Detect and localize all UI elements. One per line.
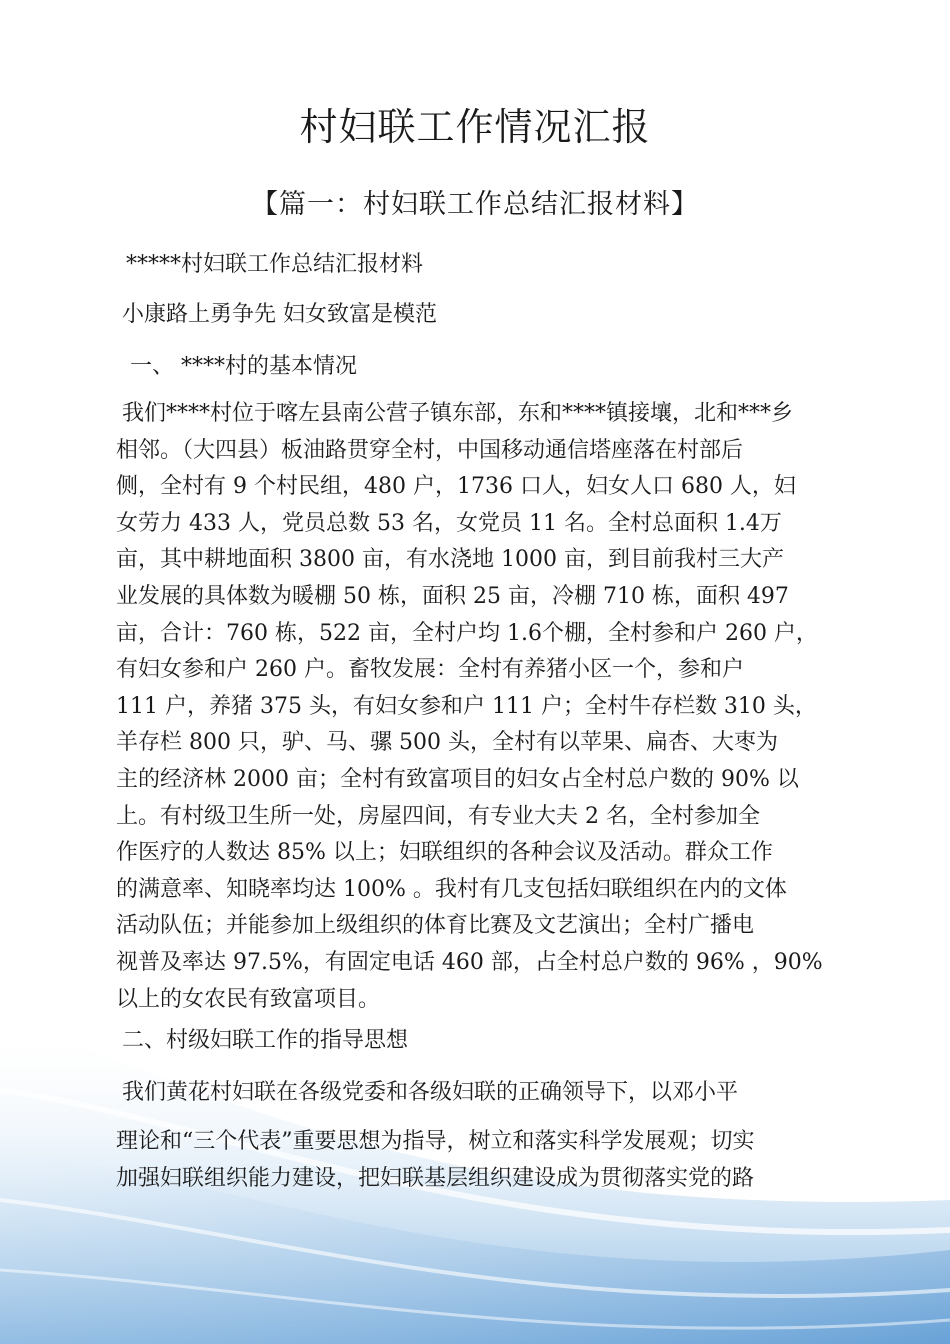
- section1-heading: 一、 ****村的基本情况: [130, 354, 357, 379]
- paragraph-line: 理论和“三个代表”重要思想为指导，树立和落实科学发展观；切实: [116, 1129, 755, 1154]
- paragraph-line: 111 户，养猪 375 头，有妇女参和户 111 户；全村牛存栏数 310 头，: [116, 693, 817, 719]
- document-subtitle: 【篇一：村妇联工作总结汇报材料】: [251, 189, 699, 220]
- slogan: 小康路上勇争先 妇女致富是模范: [122, 302, 437, 327]
- paragraph-line: 亩，合计：760 栋，522 亩，全村户均 1.6个棚，全村参和户 260 户，: [116, 620, 818, 646]
- paragraph-line: 我们****村位于喀左县南公营子镇东部，东和****镇接壤，北和***乡: [122, 401, 794, 426]
- section2-heading: 二、村级妇联工作的指导思想: [122, 1028, 409, 1053]
- paragraph-line: 相邻。（大四县）板油路贯穿全村，中国移动通信塔座落在村部后: [116, 437, 744, 463]
- paragraph-line: 作医疗的人数达 85% 以上；妇联组织的各种会议及活动。群众工作: [116, 840, 773, 866]
- paragraph-line: 亩，其中耕地面积 3800 亩，有水浇地 1000 亩，到目前我村三大产: [116, 547, 784, 573]
- section2-paragraph: [116, 1124, 856, 1197]
- paragraph-line: 视普及率达 97.5%，有固定电话 460 部，占全村总户数的 96% ，90%: [116, 949, 823, 975]
- section2-first-line: 我们黄花村妇联在各级党委和各级妇联的正确领导下，以邓小平: [122, 1080, 739, 1105]
- paragraph-line: 羊存栏 800 只，驴、马、骡 500 头，全村有以苹果、扁杏、大枣为: [116, 730, 778, 756]
- paragraph-line: 女劳力 433 人，党员总数 53 名，女党员 11 名。全村总面积 1.4万: [116, 510, 782, 536]
- document-title: 村妇联工作情况汇报: [299, 105, 651, 149]
- paragraph-line: 侧，全村有 9 个村民组，480 户，1736 口人，妇女人口 680 人，妇: [116, 474, 796, 500]
- paragraph-line: 的满意率、知晓率均达 100% 。我村有几支包括妇联组织在内的文体: [116, 876, 787, 902]
- paragraph-line: 有妇女参和户 260 户。畜牧发展：全村有养猪小区一个，参和户: [116, 657, 744, 683]
- paragraph-line: 以上的女农民有致富项目。: [116, 986, 381, 1012]
- section1-paragraph: [116, 396, 856, 1018]
- paragraph-line: 业发展的具体数为暖棚 50 栋，面积 25 亩，冷棚 710 栋，面积 497: [116, 583, 789, 609]
- paragraph-line: 主的经济林 2000 亩；全村有致富项目的妇女占全村总户数的 90% 以: [116, 766, 799, 792]
- paragraph-line: 上。有村级卫生所一处，房屋四间，有专业大夫 2 名，全村参加全: [116, 803, 760, 829]
- report-heading: *****村妇联工作总结汇报材料: [126, 252, 424, 277]
- paragraph-line: 活动队伍；并能参加上级组织的体育比赛及文艺演出；全村广播电: [116, 913, 755, 939]
- paragraph-line: 加强妇联组织能力建设，把妇联基层组织建设成为贯彻落实党的路: [116, 1165, 755, 1191]
